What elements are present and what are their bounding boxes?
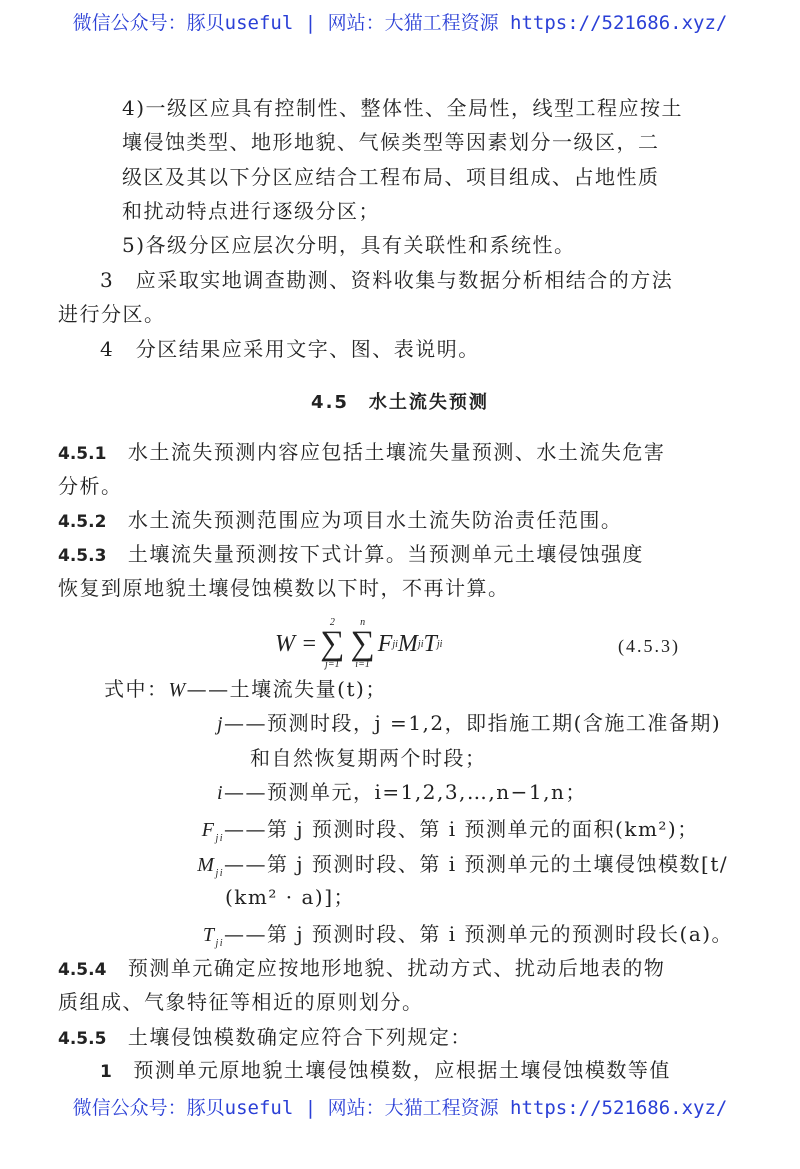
def-text: 和自然恢复期两个时段；: [250, 746, 487, 770]
def-text: ——土壤流失量(t)；: [186, 677, 387, 701]
sub: ji: [436, 638, 443, 650]
text-line: 3 应采取实地调查勘测、资料收集与数据分析相结合的方法: [100, 268, 674, 292]
clause-text: 土壤侵蚀模数确定应符合下列规定：: [127, 1025, 472, 1049]
item-number: 1: [100, 1062, 112, 1082]
sum-j: 2 ∑ j=1: [320, 617, 345, 670]
var-F: F: [201, 819, 216, 841]
clause-number: 4.5.1: [58, 444, 107, 464]
def-text: (km² · a)]；: [225, 885, 356, 909]
var-W: W: [168, 679, 187, 701]
def-text: ——第 j 预测时段、第 i 预测单元的面积(km²)；: [224, 817, 699, 841]
clause-number: 4.5.4: [58, 960, 107, 980]
var-T: T: [202, 924, 216, 946]
sum-lower: j=1: [325, 659, 340, 670]
clause-text: 预测单元原地貌土壤侵蚀模数，应根据土壤侵蚀模数等值: [133, 1058, 671, 1082]
section-title: 4.5 水土流失预测: [311, 392, 489, 413]
clause-text: 水土流失预测范围应为项目水土流失防治责任范围。: [127, 508, 623, 532]
sub: ji: [215, 868, 224, 879]
text-line: 壤侵蚀类型、地形地貌、气候类型等因素划分一级区，二: [122, 130, 660, 154]
var-i: i: [216, 782, 224, 804]
def-text: ——预测时段，j =1,2，即指施工期(含施工准备期): [224, 711, 722, 735]
text-line: 进行分区。: [58, 302, 166, 326]
sub: ji: [417, 638, 424, 650]
sum-i: n ∑ i=1: [350, 617, 375, 670]
clause-text: 水土流失预测内容应包括土壤流失量预测、水土流失危害: [127, 440, 666, 464]
text-line: 和扰动特点进行逐级分区；: [122, 199, 380, 223]
def-text: ——第 j 预测时段、第 i 预测单元的土壤侵蚀模数[t/: [224, 852, 729, 876]
text-line: 5)各级分区应层次分明，具有关联性和系统性。: [122, 233, 576, 257]
text-line: 级区及其以下分区应结合工程布局、项目组成、占地性质: [122, 165, 660, 189]
var-M: M: [197, 854, 216, 876]
sub: ji: [215, 938, 224, 949]
def-text: ——预测单元，i=1,2,3,…,n−1,n；: [224, 780, 587, 804]
watermark-top: 微信公众号：豚贝useful | 网站：大猫工程资源 https://521686.xyz/: [72, 12, 728, 34]
sum-upper: 2: [329, 617, 335, 628]
formula: [275, 618, 442, 670]
clause-number: 4.5.5: [58, 1029, 107, 1049]
clause-number: 4.5.3: [58, 546, 107, 566]
equation-number: (4.5.3): [618, 636, 680, 656]
sum-lower: i=1: [355, 659, 370, 670]
text-line: 4 分区结果应采用文字、图、表说明。: [100, 337, 480, 361]
watermark-bottom: 微信公众号：豚贝useful | 网站：大猫工程资源 https://521686.xyz/: [72, 1097, 728, 1119]
clause-text: 质组成、气象特征等相近的原则划分。: [58, 990, 424, 1014]
formula-M: M: [397, 630, 418, 657]
def-text: ——第 j 预测时段、第 i 预测单元的预测时段长(a)。: [224, 922, 734, 946]
sum-upper: n: [360, 617, 366, 628]
clause-text: 预测单元确定应按地形地貌、扰动方式、扰动后地表的物: [127, 956, 666, 980]
var-j: j: [216, 713, 224, 735]
clause-number: 4.5.2: [58, 512, 107, 532]
text-line: 4)一级区应具有控制性、整体性、全局性，线型工程应按土: [122, 96, 684, 120]
clause-text: 土壤流失量预测按下式计算。当预测单元土壤侵蚀强度: [127, 542, 644, 566]
formula-T: T: [423, 630, 437, 657]
formula-F: F: [377, 630, 393, 657]
defs-intro: 式中：: [104, 677, 169, 701]
clause-text: 分析。: [58, 474, 123, 498]
sub: ji: [392, 638, 398, 650]
formula-lhs: W =: [275, 630, 318, 657]
clause-text: 恢复到原地貌土壤侵蚀模数以下时，不再计算。: [58, 576, 510, 600]
sub: ji: [215, 833, 224, 844]
